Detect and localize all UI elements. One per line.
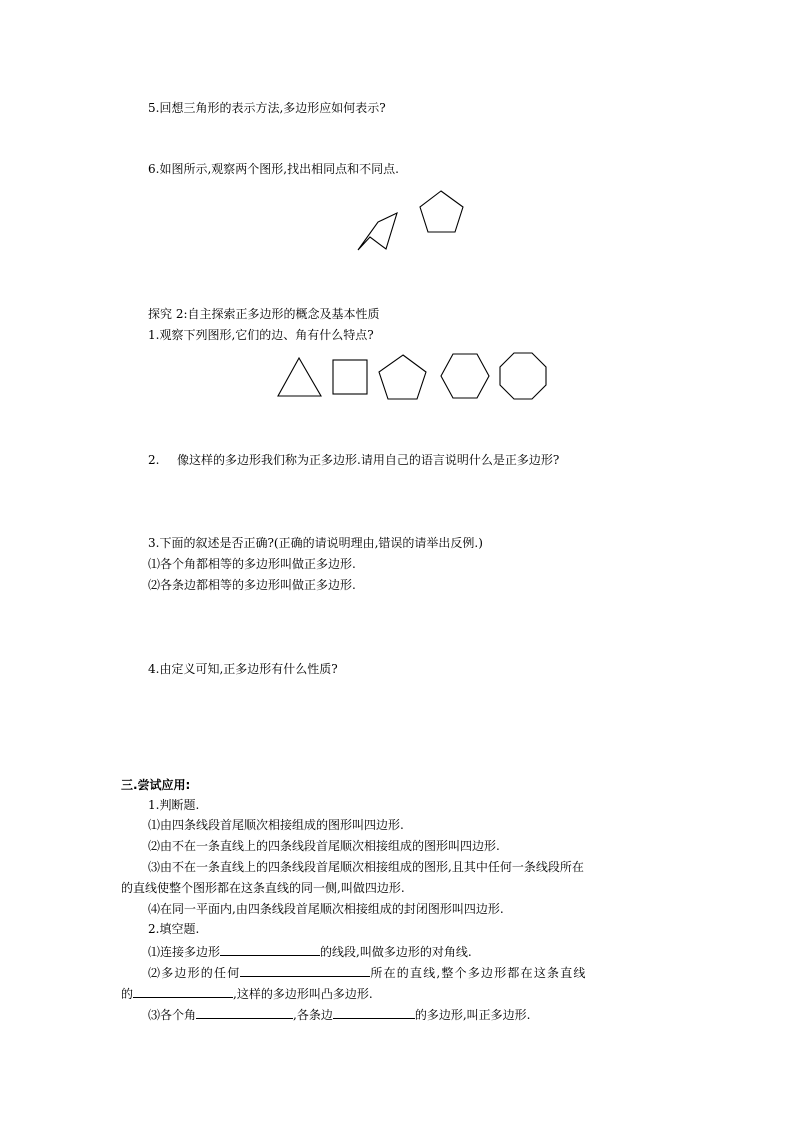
fill-item-2-line-2	[121, 985, 373, 1002]
explore-question-3: 3.下面的叙述是否正确?(正确的请说明理由,错误的请举出反例.)	[148, 536, 483, 550]
regular-pentagon	[379, 355, 426, 399]
judge-item-3-line-1: ⑶由不在一条直线上的四条线段首尾顺次相接组成的图形,且其中任何一条线段所在	[148, 860, 584, 874]
fill-title: 2.填空题.	[148, 922, 200, 936]
fill-item-3-suffix: 的多边形,叫正多边形.	[414, 1008, 531, 1022]
fill-blank-1[interactable]	[220, 943, 320, 956]
regular-hexagon	[441, 354, 489, 398]
explore-question-3-item-2: ⑵各条边都相等的多边形叫做正多边形.	[148, 578, 356, 592]
fill-blank-5[interactable]	[333, 1006, 415, 1019]
section-three-heading: 三.尝试应用:	[121, 778, 191, 792]
judge-item-3-line-2: 的直线使整个图形都在这条直线的同一侧,叫做四边形.	[121, 881, 405, 895]
fill-item-2-line-1	[148, 964, 587, 981]
explore-question-2-number: 2.	[148, 453, 160, 467]
fill-item-1-suffix: 的线段,叫做多边形的对角线.	[320, 945, 472, 959]
regular-octagon	[500, 353, 546, 399]
judge-title: 1.判断题.	[148, 798, 200, 812]
fill-item-3	[148, 1006, 530, 1023]
fill-blank-3[interactable]	[133, 985, 233, 998]
fill-item-3-prefix: ⑶各个角	[148, 1008, 197, 1022]
question-6: 6.如图所示,观察两个图形,找出相同点和不同点.	[148, 162, 399, 176]
explore-question-3-item-1: ⑴各个角都相等的多边形叫做正多边形.	[148, 557, 356, 571]
explore-2-title: 探究 2:自主探索正多边形的概念及基本性质	[148, 307, 380, 321]
fill-blank-2[interactable]	[240, 964, 370, 977]
fill-item-2-end: ,这样的多边形叫凸多边形.	[233, 987, 373, 1001]
fill-item-2-prefix: ⑵多边形的任何	[148, 966, 241, 980]
judge-item-1: ⑴由四条线段首尾顺次相接组成的图形叫四边形.	[148, 818, 404, 832]
fill-item-1	[148, 943, 472, 960]
fill-blank-4[interactable]	[196, 1006, 293, 1019]
judge-item-2: ⑵由不在一条直线上的四条线段首尾顺次相接组成的图形叫四边形.	[148, 839, 500, 853]
explore-question-4: 4.由定义可知,正多边形有什么性质?	[148, 662, 338, 676]
fill-item-1-prefix: ⑴连接多边形	[148, 945, 221, 959]
judge-item-4: ⑷在同一平面内,由四条线段首尾顺次相接组成的封闭图形叫四边形.	[148, 902, 504, 916]
question-5: 5.回想三角形的表示方法,多边形应如何表示?	[148, 101, 386, 115]
fill-item-2-middle: 所在的直线,整个多边形都在这条直线	[370, 966, 587, 980]
explore-question-1: 1.观察下列图形,它们的边、角有什么特点?	[148, 328, 374, 342]
equilateral-triangle	[278, 358, 321, 396]
square	[333, 360, 367, 394]
fill-item-3-middle: ,各条边	[293, 1008, 333, 1022]
explore-question-2: 像这样的多边形我们称为正多边形.请用自己的语言说明什么是正多边形?	[177, 453, 560, 467]
fill-item-2-start: 的	[121, 987, 134, 1001]
